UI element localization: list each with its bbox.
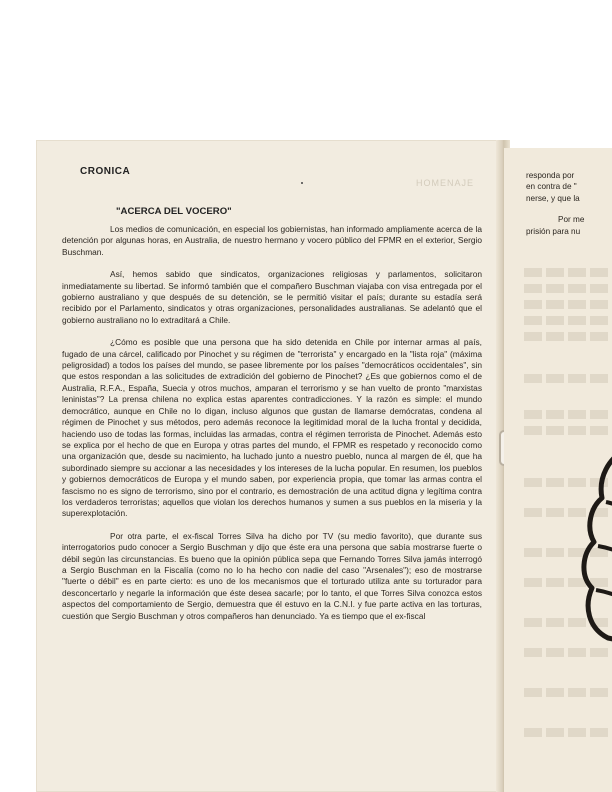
right-line-2: en contra de " (526, 182, 577, 192)
bleed-through-line (524, 332, 612, 341)
bleed-through-line (524, 268, 612, 277)
fist-illustration (568, 438, 612, 668)
right-line-4: Por me (558, 215, 585, 225)
paragraph-3: ¿Cómo es posible que una persona que ha sido detenida en Chile por internar armas al país, fugado de una cárcel, calificado por Pinochet y su régimen de "terrorista" y encargado en la "lista roja" (máxima peligrosidad) a todos los países del mundo, se pasee libremente por los países "democráticos occidentales", sin que estos respondan a las solicitudes de extradición del gobierno de Pinochet? ¿Es que gobiernos como el de Australia, R.F.A., España, Suecia y otros muchos, amparan el terrorismo y se han vuelto de pronto "marxistas leninistas"? La prensa chilena no explica estas aparentes contradicciones. Y la razón es simple: el mundo democrático, aunque en Chile no lo digan, incluso algunos que gustan de llamarse demócratas, condena al régimen de Pinochet y sus métodos, pero además reconoce la legitimidad moral de la lucha frontal y decidida, haciendo uso de todas las formas, incluidas las armadas, contra el régimen terrorista de Pinochet. Además esto se explica por el hecho de que en Europa y otras partes del mundo, el FPMR es respetado y reconocido como una organización que, desde su nacimiento, ha luchado junto a nuestro pueblo, nunca al margen de él, que ha subordinado siempre su accionar a las necesidades y los intereses de la lucha popular. En resumen, los pueblos y gobiernos democráticos de Europa y el mundo saben, por experiencia propia, que tomar las armas contra el fascismo no es signo de terrorismo, sino por el contrario, es demostración de una actitud digna y legítima contra los verdaderos terroristas; aquellos que violan los derechos humanos y sumen a sus pueblos en la miseria y la superexplotación. (62, 337, 482, 519)
right-page-text (526, 170, 612, 237)
right-page (504, 148, 612, 792)
article-title: "ACERCA DEL VOCERO" (116, 206, 232, 217)
bleed-through-line (524, 426, 612, 435)
bleed-through-line (524, 316, 612, 325)
bleed-through-line (524, 374, 612, 383)
bleed-through-line (524, 688, 612, 697)
right-line-3: nerse, y que la (526, 193, 580, 203)
bleed-through-line (524, 728, 612, 737)
bleed-through-heading: HOMENAJE (416, 178, 475, 188)
ink-dot (301, 182, 303, 184)
article-body (62, 224, 482, 622)
left-page (36, 140, 506, 792)
right-line-5: prisión para nu (526, 226, 581, 236)
paragraph-1: Los medios de comunicación, en especial los gobiernistas, han informado ampliamente acerca de la detención por algunas horas, en Australia, de nuestro hermano y vocero público del FPMR en el exterior, Sergio Buschman. (62, 224, 482, 257)
section-label: CRONICA (80, 166, 131, 177)
paragraph-4: Por otra parte, el ex-fiscal Torres Silva ha dicho por TV (su medio favorito), que durante sus interrogatorios pudo conocer a Sergio Buschman y dijo que éste era una persona que sabía mostrarse fuerte o débil según las circunstancias. Es bueno que la opinión pública sepa que Fernando Torres Silva jamás interrogó a Sergio Buschman en la Fiscalía (como no lo ha hecho con nadie del caso "Arsenales"); eso de mostrarse "fuerte o débil" es en parte cierto: es uno de los mecanismos que el torturado utiliza ante su torturador para desconcertarlo y negarle la información que éste desea sacarle; por lo tanto, el que Torres Silva conozca estos aspectos del comportamiento de Sergio, demuestra que él estuvo en la C.N.I. y fue parte activa en las torturas, cuestión que Sergio Buschman y otros compañeros han denunciado. Ya es tiempo que el ex-fiscal (62, 530, 482, 621)
bleed-through-line (524, 284, 612, 293)
right-line-1: responda por (526, 171, 575, 180)
bleed-through-line (524, 300, 612, 309)
paragraph-2: Así, hemos sabido que sindicatos, organizaciones religiosas y parlamentos, solicitaron inmediatamente su libertad. Se informó también que el compañero Buschman viajaba con visa entregada por el gobierno australiano y que después de su detención, se le permitió visitar el país; durante su estadía será recibido por el Parlamento, sindicatos y otras organizaciones, personalidades australianas. Se adelantó que el gobierno australiano no lo extraditará a Chile. (62, 269, 482, 325)
bleed-through-line (524, 410, 612, 419)
